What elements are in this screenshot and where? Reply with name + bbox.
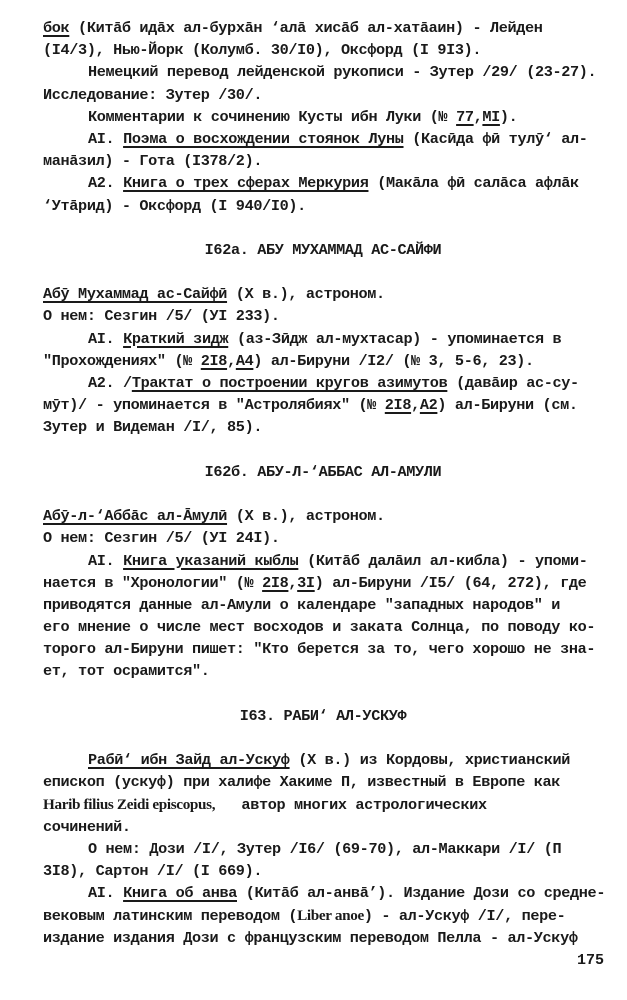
text-run: A2.	[88, 174, 124, 193]
text-run: сочинений.	[43, 817, 131, 836]
text-run: ) ал-Бируни /I2/ (№ 3, 5-6, 23).	[253, 351, 534, 370]
text-run: нается в "Хронологии" (№	[43, 573, 263, 592]
text-line	[43, 905, 603, 927]
text-run: ет, тот осрамится".	[43, 662, 210, 681]
text-run: (Китāб ал-анвā’). Издание Дози со средне-	[237, 884, 606, 903]
text-run: ,	[473, 107, 483, 126]
underlined-title: Трактат о построении кругов азимутов	[131, 374, 448, 392]
text-run: 3I8), Сартон /I/ (I 669).	[43, 862, 263, 881]
text-run: О нем: Дози /I/, Зутер /I6/ (69-70), ал-Маккари /I/ (П	[88, 839, 562, 858]
text-run: ,	[288, 573, 298, 592]
text-run: ).	[499, 107, 518, 126]
text-run: автор многих астрологических	[215, 795, 487, 814]
text-run: Исследование: Зутер /30/.	[43, 85, 263, 104]
text-run: манāзил) - Гота (I378/2).	[43, 152, 263, 171]
text-line	[43, 394, 603, 416]
text-run: (X в.) из Кордовы, христианский	[289, 751, 571, 770]
text-line	[43, 328, 603, 350]
underlined-title: 3I	[297, 573, 315, 592]
page-number: 175	[577, 952, 605, 969]
text-line	[43, 638, 603, 660]
text-run: (X в.), астроном.	[227, 507, 385, 526]
text-line	[43, 505, 603, 527]
text-run: A2. /	[88, 374, 132, 392]
text-line	[43, 660, 603, 682]
text-line	[43, 283, 603, 305]
text-line	[43, 927, 603, 949]
text-run: Зутер и Видеман /I/, 85).	[43, 418, 263, 437]
text-line	[43, 616, 603, 638]
text-line	[43, 305, 603, 327]
text-line	[43, 372, 603, 394]
text-run: вековым латинским переводом (	[43, 906, 298, 925]
text-line	[43, 794, 603, 816]
continued-entry-block	[43, 17, 603, 217]
text-line	[43, 350, 603, 372]
text-run: ,	[411, 396, 420, 415]
text-run: AI.	[88, 884, 124, 903]
text-line	[43, 128, 603, 150]
text-run: AI.	[88, 329, 124, 348]
text-line	[43, 594, 603, 616]
text-run: AI.	[88, 129, 124, 148]
document-page	[43, 17, 606, 949]
latin-name: Harib filius Zeidi episcopus,	[43, 795, 216, 813]
text-line	[43, 61, 603, 83]
text-line	[43, 106, 603, 128]
text-run: (X в.), астроном.	[227, 285, 385, 304]
text-run: ,	[227, 351, 236, 370]
text-run: (Макāла фӣ салāса афлāк	[368, 174, 579, 193]
text-line	[43, 816, 603, 838]
underlined-title: Рабӣ‘ ибн Зайд ал-Ускуф	[88, 751, 290, 770]
text-line	[43, 572, 603, 594]
text-run: "Прохождениях" (№	[43, 351, 201, 370]
section-162a-body	[43, 283, 603, 438]
text-line	[43, 527, 603, 549]
text-line	[43, 17, 603, 39]
text-run: (аз-Зӣдж ал-мухтасар) - упоминается в	[228, 329, 562, 348]
underlined-title: 2I8	[384, 396, 412, 415]
underlined-title: A4	[235, 351, 254, 370]
underlined-title: MI	[482, 107, 500, 126]
text-run: приводятся данные ал-Амули о календаре "западных народов" и	[43, 595, 561, 614]
underlined-title: Книга указаний кыблы	[123, 551, 299, 570]
latin-name: Liber anoe	[297, 906, 364, 924]
section-heading-162a: I62a. АБУ МУХАММАД АС-САЙФИ	[204, 240, 442, 259]
text-line	[43, 84, 603, 106]
text-line	[43, 749, 603, 771]
section-heading-162b: I62б. АБУ-Л-‘АББАС АЛ-АМУЛИ	[204, 462, 442, 481]
underlined-title: Книга о трех сферах Меркурия	[123, 174, 369, 193]
underlined-title: Краткий зидж	[123, 329, 229, 348]
text-run: ) - ал-Ускуф /I/, пере-	[363, 906, 566, 925]
text-line	[43, 838, 603, 860]
underlined-title: бок	[43, 19, 70, 37]
text-line	[43, 150, 603, 172]
underlined-title: A2	[419, 396, 438, 415]
section-heading-163: I63. РАБИ‘ АЛ-УСКУФ	[239, 706, 407, 725]
text-line	[43, 860, 603, 882]
text-run: AI.	[88, 551, 124, 570]
text-run: торого ал-Бируни пишет: "Кто берется за то, чего хорошо не зна-	[43, 640, 596, 659]
underlined-title: Абӯ-л-‘Аббāс ал-Āмулӣ	[43, 507, 228, 526]
text-run: ) ал-Бируни (см.	[437, 396, 578, 415]
text-line	[43, 550, 603, 572]
text-run: Немецкий перевод лейденской рукописи - Зутер /29/ (23-27).	[88, 63, 597, 82]
text-line	[43, 771, 603, 793]
text-line	[43, 172, 603, 194]
text-run: (давāир ас-су-	[447, 374, 579, 392]
text-run: ‘Утāрид) - Оксфорд (I 940/I0).	[43, 196, 306, 215]
underlined-title: 77	[456, 107, 474, 126]
text-run: (Китāб идāх ал-бурхāн ‘алā хисāб ал-хатāаин) - Лейден	[69, 19, 543, 37]
section-163-body	[43, 749, 606, 949]
text-run: О нем: Сезгин /5/ (УI 233).	[43, 307, 280, 326]
underlined-title: Книга об анва	[123, 884, 237, 903]
text-run: (Китāб далāил ал-кибла) - упоми-	[298, 551, 588, 570]
text-run: его мнение о числе мест восходов и заката Солнца, по поводу ко-	[43, 618, 596, 637]
underlined-title: Поэма о восхождении стоянок Луны	[123, 129, 404, 148]
text-run: мӯт)/ - упоминается в "Астролябиях" (№	[43, 396, 385, 415]
text-run: издание издания Дози с французским переводом Пелла - ал-Ускуф	[43, 928, 578, 947]
text-run: Комментарии к сочинению Кусты ибн Луки (№	[88, 107, 457, 126]
text-run: (Касӣда фӣ тулӯ‘ ал-	[403, 129, 588, 148]
underlined-title: 2I8	[262, 573, 289, 592]
text-run: О нем: Сезгин /5/ (УI 24I).	[43, 529, 280, 548]
text-line	[43, 39, 603, 61]
underlined-title: 2I8	[200, 351, 228, 370]
text-run: (I4/3), Нью-Йорк (Колумб. 30/I0), Оксфорд (I 9I3).	[43, 41, 482, 60]
text-run: епископ (ускуф) при халифе Хакиме П, известный в Европе как	[43, 773, 561, 792]
text-line	[43, 882, 606, 904]
underlined-title: Абӯ Мухаммад ас-Сайфӣ	[43, 285, 228, 304]
text-line	[43, 195, 603, 217]
text-run: ) ал-Бируни /I5/ (64, 272), где	[314, 573, 587, 592]
section-162b-body	[43, 505, 603, 683]
text-line	[43, 416, 603, 438]
